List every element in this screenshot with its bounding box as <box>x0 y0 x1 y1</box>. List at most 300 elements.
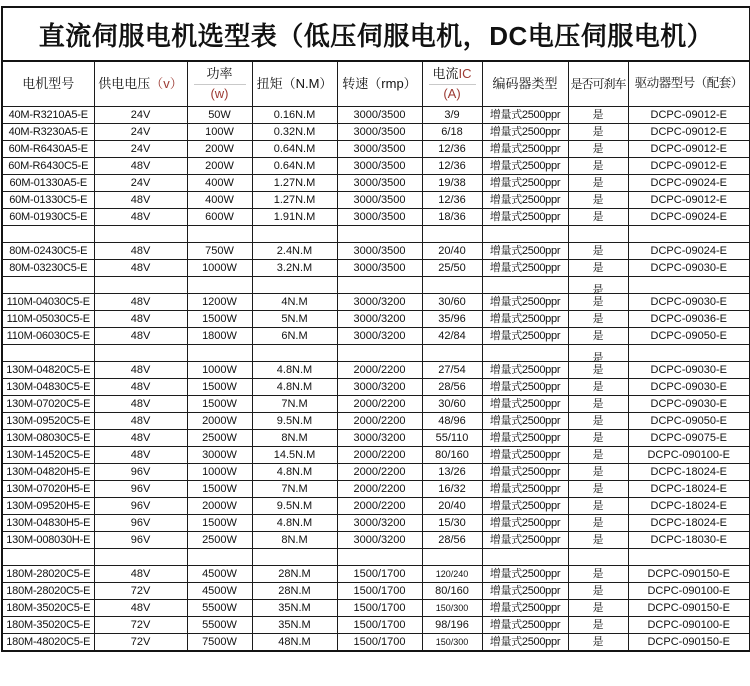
cell-driver <box>628 277 750 294</box>
cell-voltage <box>94 328 187 345</box>
cell-speed <box>337 175 422 192</box>
cell-power <box>187 396 252 413</box>
cell-text: 3000/3500 <box>353 159 406 172</box>
cell-encoder <box>482 226 568 243</box>
cell-voltage <box>94 515 187 532</box>
cell-text: 2000/2200 <box>353 363 406 376</box>
table-row <box>2 209 750 226</box>
cell-driver <box>628 158 750 175</box>
cell-speed <box>337 549 422 566</box>
cell-torque <box>252 600 337 617</box>
cell-text: 96V <box>130 482 151 495</box>
cell-torque <box>252 328 337 345</box>
cell-text: DCPC-09030-E <box>650 295 727 308</box>
cell-text: 增量式2500ppr <box>489 618 561 631</box>
cell-text: 130M-008030H-E <box>6 533 91 546</box>
cell-text: 48V <box>130 261 151 274</box>
cell-speed <box>337 634 422 652</box>
cell-power <box>187 209 252 226</box>
cell-text: 增量式2500ppr <box>489 329 561 342</box>
cell-voltage <box>94 583 187 600</box>
cell-encoder <box>482 634 568 652</box>
cell-speed <box>337 498 422 515</box>
cell-text: 增量式2500ppr <box>489 159 561 172</box>
table-row <box>2 549 750 566</box>
cell-brake <box>568 583 628 600</box>
cell-current <box>422 294 482 311</box>
cell-text: 3000/3200 <box>353 380 406 393</box>
cell-model <box>2 209 94 226</box>
col-header-power <box>187 61 252 107</box>
cell-voltage <box>94 277 187 294</box>
table-row <box>2 141 750 158</box>
col-header-model <box>2 61 94 107</box>
cell-text: 增量式2500ppr <box>489 431 561 444</box>
cell-driver <box>628 515 750 532</box>
cell-text: 增量式2500ppr <box>489 261 561 274</box>
cell-model <box>2 566 94 583</box>
cell-text: 4.8N.M <box>276 465 313 478</box>
table-row <box>2 566 750 583</box>
cell-model <box>2 396 94 413</box>
cell-voltage <box>94 379 187 396</box>
cell-brake <box>568 396 628 413</box>
cell-brake <box>568 532 628 549</box>
cell-text: DCPC-09024-E <box>650 210 727 223</box>
cell-torque <box>252 260 337 277</box>
cell-text: 48V <box>130 567 151 580</box>
cell-text: 3000/3500 <box>353 108 406 121</box>
cell-driver <box>628 192 750 209</box>
col-header-unit-below: (w) <box>210 86 229 101</box>
cell-text: 180M-28020C5-E <box>6 567 91 580</box>
cell-text: 48V <box>130 210 151 223</box>
cell-text: 18/36 <box>438 210 466 223</box>
cell-encoder <box>482 294 568 311</box>
cell-text: 是 <box>592 244 604 257</box>
cell-model <box>2 226 94 243</box>
cell-model <box>2 447 94 464</box>
cell-brake <box>568 209 628 226</box>
cell-text: DCPC-09075-E <box>650 431 727 444</box>
cell-text: 1.27N.M <box>273 176 316 189</box>
cell-current <box>422 566 482 583</box>
cell-current <box>422 447 482 464</box>
cell-driver <box>628 583 750 600</box>
cell-text: DCPC-09012-E <box>650 193 727 206</box>
cell-speed <box>337 583 422 600</box>
cell-text: 180M-48020C5-E <box>6 635 91 648</box>
cell-encoder <box>482 260 568 277</box>
cell-text: 40M-R3230A5-E <box>8 125 88 138</box>
cell-text: 是 <box>592 516 604 529</box>
cell-text: 96V <box>130 533 151 546</box>
table-row <box>2 311 750 328</box>
cell-text: 4.8N.M <box>276 516 313 529</box>
cell-text: 24V <box>130 108 151 121</box>
cell-text: DCPC-090150-E <box>647 635 731 648</box>
cell-speed <box>337 481 422 498</box>
cell-text: 19/38 <box>438 176 466 189</box>
cell-text: 2000/2200 <box>353 414 406 427</box>
cell-torque <box>252 294 337 311</box>
title-row <box>2 7 750 61</box>
cell-encoder <box>482 243 568 260</box>
cell-text: 110M-04030C5-E <box>6 295 90 308</box>
cell-torque <box>252 566 337 583</box>
table-row <box>2 328 750 345</box>
cell-voltage <box>94 141 187 158</box>
cell-text: 1500W <box>202 397 237 410</box>
cell-brake <box>568 447 628 464</box>
cell-brake <box>568 345 628 362</box>
table-row <box>2 158 750 175</box>
cell-text: 是 <box>592 584 604 597</box>
cell-text: 3000/3500 <box>353 261 406 274</box>
cell-text: 是 <box>592 363 604 376</box>
cell-driver <box>628 617 750 634</box>
cell-text: DCPC-09030-E <box>650 363 727 376</box>
cell-encoder <box>482 209 568 226</box>
cell-text: 增量式2500ppr <box>489 363 561 376</box>
cell-text: DCPC-18024-E <box>650 482 727 495</box>
cell-text: 48V <box>130 601 151 614</box>
cell-encoder <box>482 583 568 600</box>
cell-speed <box>337 209 422 226</box>
cell-text: 1500W <box>202 312 237 325</box>
cell-text: 7N.M <box>281 482 308 495</box>
cell-text: 13/26 <box>438 465 466 478</box>
cell-text: DCPC-090100-E <box>647 618 731 631</box>
cell-torque <box>252 498 337 515</box>
cell-brake <box>568 600 628 617</box>
cell-model <box>2 175 94 192</box>
cell-driver <box>628 328 750 345</box>
cell-text: 是 <box>592 482 604 495</box>
cell-text: 4500W <box>202 584 237 597</box>
cell-text: 130M-04830C5-E <box>6 380 91 393</box>
cell-driver <box>628 141 750 158</box>
cell-power <box>187 583 252 600</box>
cell-text: 增量式2500ppr <box>489 380 561 393</box>
cell-text: 1000W <box>202 261 237 274</box>
cell-torque <box>252 379 337 396</box>
cell-text: DCPC-18024-E <box>650 499 727 512</box>
cell-speed <box>337 430 422 447</box>
table-row <box>2 107 750 124</box>
cell-driver <box>628 396 750 413</box>
cell-speed <box>337 515 422 532</box>
cell-driver <box>628 532 750 549</box>
cell-text: 5500W <box>202 618 237 631</box>
col-header-label: 供电电压 <box>98 75 151 91</box>
cell-model <box>2 158 94 175</box>
cell-brake <box>568 141 628 158</box>
cell-current <box>422 634 482 652</box>
cell-text: 是 <box>592 414 604 427</box>
table-body <box>2 107 750 652</box>
cell-text: 是 <box>592 351 604 364</box>
cell-power <box>187 464 252 481</box>
cell-text: 1500W <box>202 482 237 495</box>
col-header-label: 转速（rmp） <box>342 75 417 91</box>
cell-text: 7N.M <box>281 397 308 410</box>
cell-text: 28N.M <box>278 584 311 597</box>
cell-text: 是 <box>592 601 604 614</box>
cell-voltage <box>94 175 187 192</box>
cell-speed <box>337 260 422 277</box>
cell-text: 是 <box>592 465 604 478</box>
cell-text: DCPC-09050-E <box>650 414 727 427</box>
cell-text: DCPC-18024-E <box>650 516 727 529</box>
cell-power <box>187 311 252 328</box>
cell-text: 4.8N.M <box>276 380 313 393</box>
cell-power <box>187 260 252 277</box>
cell-text: 600W <box>205 210 234 223</box>
cell-driver <box>628 379 750 396</box>
cell-speed <box>337 192 422 209</box>
cell-model <box>2 362 94 379</box>
cell-text: 2000/2200 <box>353 482 406 495</box>
cell-text: 2000/2200 <box>353 499 406 512</box>
cell-text: 是 <box>592 108 604 121</box>
cell-text: 80M-02430C5-E <box>9 244 88 257</box>
cell-model <box>2 481 94 498</box>
cell-text: 增量式2500ppr <box>489 210 561 223</box>
cell-current <box>422 617 482 634</box>
cell-voltage <box>94 396 187 413</box>
cell-brake <box>568 124 628 141</box>
cell-model <box>2 413 94 430</box>
cell-text: 48N.M <box>278 635 311 648</box>
cell-text: 48V <box>130 159 151 172</box>
cell-encoder <box>482 124 568 141</box>
cell-voltage <box>94 260 187 277</box>
cell-encoder <box>482 430 568 447</box>
cell-text: 增量式2500ppr <box>489 499 561 512</box>
table-row <box>2 243 750 260</box>
cell-brake <box>568 464 628 481</box>
cell-brake <box>568 566 628 583</box>
cell-driver <box>628 260 750 277</box>
cell-text: 24V <box>130 176 151 189</box>
cell-torque <box>252 277 337 294</box>
cell-torque <box>252 107 337 124</box>
cell-text: 24V <box>130 142 151 155</box>
cell-speed <box>337 158 422 175</box>
cell-current <box>422 583 482 600</box>
cell-text: DCPC-09012-E <box>650 108 727 121</box>
cell-voltage <box>94 107 187 124</box>
cell-text: 20/40 <box>438 499 466 512</box>
cell-text: 130M-04830H5-E <box>6 516 91 529</box>
cell-driver <box>628 566 750 583</box>
table-row <box>2 413 750 430</box>
cell-speed <box>337 328 422 345</box>
cell-power <box>187 362 252 379</box>
cell-text: 是 <box>592 295 604 308</box>
cell-voltage <box>94 498 187 515</box>
cell-text: 是 <box>592 567 604 580</box>
cell-text: 40M-R3210A5-E <box>8 108 88 121</box>
cell-text: 1500/1700 <box>353 601 406 614</box>
cell-voltage <box>94 600 187 617</box>
cell-model <box>2 243 94 260</box>
cell-speed <box>337 345 422 362</box>
cell-model <box>2 277 94 294</box>
cell-text: 100W <box>205 125 234 138</box>
cell-driver <box>628 634 750 652</box>
table-row <box>2 226 750 243</box>
cell-model <box>2 294 94 311</box>
cell-power <box>187 124 252 141</box>
cell-power <box>187 430 252 447</box>
cell-text: 2000W <box>202 499 237 512</box>
cell-text: 1000W <box>202 465 237 478</box>
cell-text: 8N.M <box>281 533 308 546</box>
cell-current <box>422 379 482 396</box>
cell-driver <box>628 464 750 481</box>
cell-voltage <box>94 430 187 447</box>
cell-text: 48V <box>130 363 151 376</box>
cell-model <box>2 600 94 617</box>
cell-text: 48V <box>130 380 151 393</box>
cell-driver <box>628 345 750 362</box>
cell-speed <box>337 464 422 481</box>
cell-text: 增量式2500ppr <box>489 601 561 614</box>
cell-brake <box>568 175 628 192</box>
cell-text: DCPC-09050-E <box>650 329 727 342</box>
cell-voltage <box>94 617 187 634</box>
cell-power <box>187 566 252 583</box>
cell-text: 2500W <box>202 431 237 444</box>
cell-text: 3000/3500 <box>353 244 406 257</box>
cell-current <box>422 600 482 617</box>
cell-text: 3000/3500 <box>353 210 406 223</box>
cell-text: 15/30 <box>438 516 466 529</box>
cell-text: 是 <box>592 210 604 223</box>
table-row <box>2 583 750 600</box>
cell-driver <box>628 362 750 379</box>
cell-text: 48V <box>130 244 151 257</box>
cell-power <box>187 532 252 549</box>
cell-current <box>422 260 482 277</box>
cell-torque <box>252 481 337 498</box>
cell-power <box>187 379 252 396</box>
cell-text: 150/300 <box>435 636 469 647</box>
cell-current <box>422 124 482 141</box>
cell-text: 增量式2500ppr <box>489 108 561 121</box>
cell-driver <box>628 175 750 192</box>
cell-brake <box>568 430 628 447</box>
cell-text: DCPC-090150-E <box>647 567 731 580</box>
table-row <box>2 447 750 464</box>
cell-brake <box>568 481 628 498</box>
cell-current <box>422 498 482 515</box>
cell-torque <box>252 124 337 141</box>
cell-torque <box>252 345 337 362</box>
cell-encoder <box>482 498 568 515</box>
cell-voltage <box>94 192 187 209</box>
cell-text: 130M-04820H5-E <box>6 465 91 478</box>
table-row <box>2 464 750 481</box>
cell-model <box>2 141 94 158</box>
cell-brake <box>568 362 628 379</box>
cell-brake <box>568 192 628 209</box>
cell-driver <box>628 498 750 515</box>
cell-voltage <box>94 158 187 175</box>
cell-text: 3000/3200 <box>353 516 406 529</box>
cell-power <box>187 175 252 192</box>
cell-brake <box>568 549 628 566</box>
cell-text: 12/36 <box>438 159 466 172</box>
cell-current <box>422 209 482 226</box>
cell-text: 5500W <box>202 601 237 614</box>
table-row <box>2 124 750 141</box>
cell-model <box>2 107 94 124</box>
cell-text: 48V <box>130 329 151 342</box>
cell-encoder <box>482 379 568 396</box>
cell-model <box>2 549 94 566</box>
cell-speed <box>337 311 422 328</box>
cell-encoder <box>482 566 568 583</box>
cell-driver <box>628 226 750 243</box>
cell-text: 是 <box>592 142 604 155</box>
cell-driver <box>628 243 750 260</box>
cell-voltage <box>94 311 187 328</box>
cell-text: 48V <box>130 414 151 427</box>
cell-text: 增量式2500ppr <box>489 176 561 189</box>
cell-torque <box>252 447 337 464</box>
cell-text: 9.5N.M <box>276 499 313 512</box>
cell-brake <box>568 379 628 396</box>
cell-text: 50W <box>208 108 231 121</box>
cell-current <box>422 396 482 413</box>
cell-torque <box>252 464 337 481</box>
cell-text: 是 <box>592 176 604 189</box>
cell-text: 16/32 <box>438 482 466 495</box>
cell-brake <box>568 294 628 311</box>
cell-text: DCPC-09012-E <box>650 159 727 172</box>
cell-model <box>2 345 94 362</box>
cell-model <box>2 532 94 549</box>
cell-text: 72V <box>130 584 151 597</box>
cell-voltage <box>94 634 187 652</box>
cell-brake <box>568 413 628 430</box>
cell-voltage <box>94 549 187 566</box>
cell-driver <box>628 413 750 430</box>
cell-text: 48V <box>130 312 151 325</box>
cell-torque <box>252 226 337 243</box>
cell-text: 48V <box>130 193 151 206</box>
cell-text: 28/56 <box>438 533 466 546</box>
cell-speed <box>337 617 422 634</box>
cell-text: 55/110 <box>435 431 469 444</box>
table-row <box>2 362 750 379</box>
cell-model <box>2 124 94 141</box>
cell-brake <box>568 328 628 345</box>
cell-text: 2000/2200 <box>353 448 406 461</box>
cell-power <box>187 515 252 532</box>
cell-speed <box>337 124 422 141</box>
cell-encoder <box>482 192 568 209</box>
cell-text: DCPC-090100-E <box>647 448 731 461</box>
col-header-label: 驱动器型号（配套） <box>634 76 743 91</box>
cell-text: 35N.M <box>278 601 311 614</box>
cell-power <box>187 141 252 158</box>
cell-power <box>187 447 252 464</box>
cell-text: 2000/2200 <box>353 397 406 410</box>
